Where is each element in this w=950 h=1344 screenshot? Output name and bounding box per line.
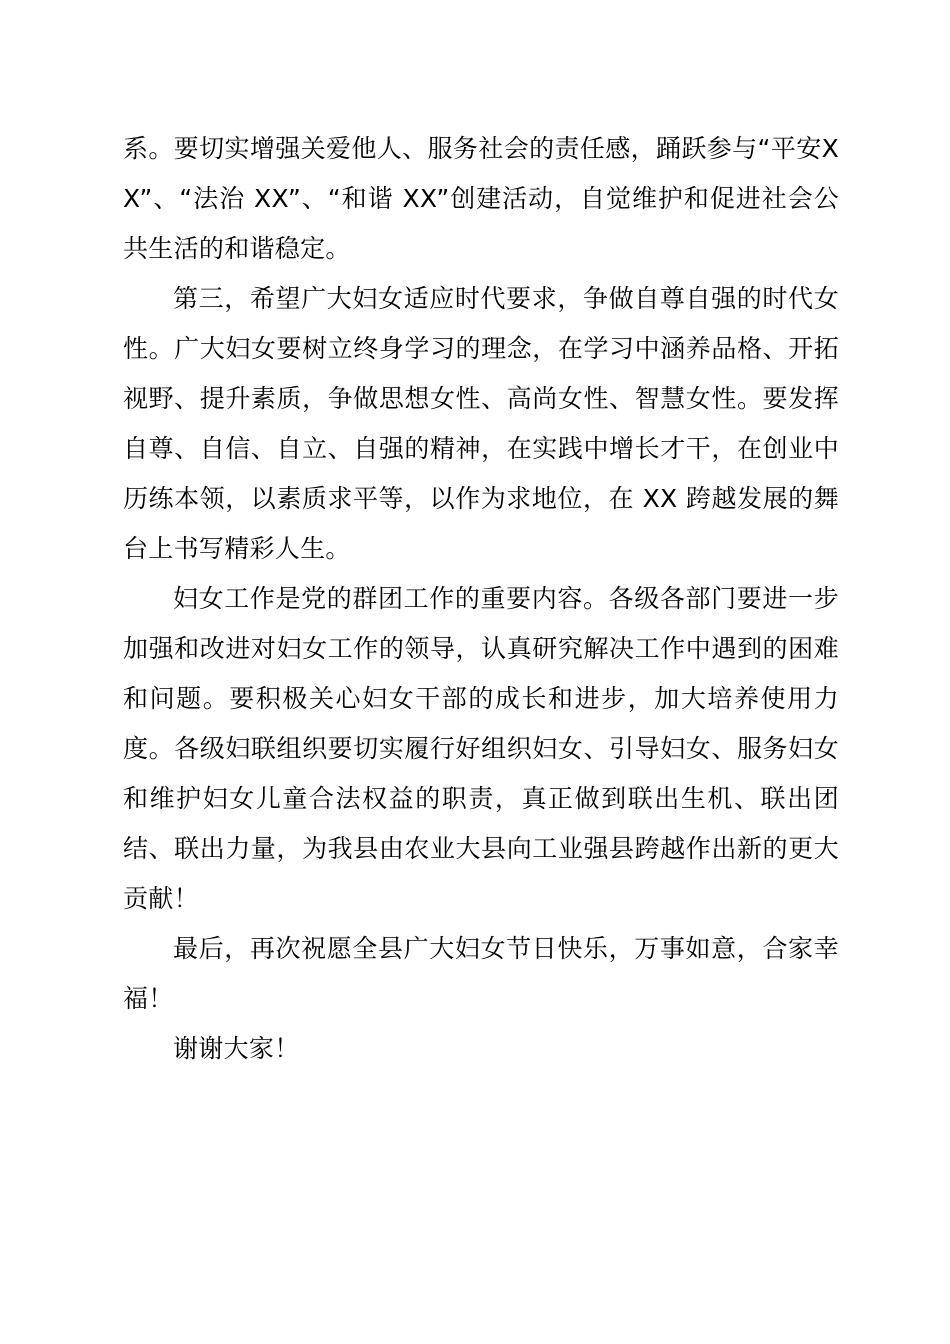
paragraph-closing-wishes: 最后，再次祝愿全县广大妇女节日快乐，万事如意，合家幸福！ — [123, 934, 839, 1013]
paragraph-thanks: 谢谢大家！ — [173, 1034, 300, 1063]
paragraph-continuation: 系。要切实增强关爱他人、服务社会的责任感，踊跃参与“平安XX”、“法治 XX”、“和谐 XX”创建活动，自觉维护和促进社会公共生活的和谐稳定。 — [123, 134, 839, 263]
document-body — [123, 124, 839, 1074]
paragraph-third-point: 第三，希望广大妇女适应时代要求，争做自尊自强的时代女性。广大妇女要树立终身学习的理念，在学习中涵养品格、开拓视野、提升素质，争做思想女性、高尚女性、智慧女性。要发挥自尊、自信、自立、自强的精神，在实践中增长才干，在创业中历练本领，以素质求平等，以作为求地位，在 XX 跨越发展的舞台上书写精彩人生。 — [123, 284, 839, 563]
paragraph-womens-work: 妇女工作是党的群团工作的重要内容。各级各部门要进一步加强和改进对妇女工作的领导，认真研究解决工作中遇到的困难和问题。要积极关心妇女干部的成长和进步，加大培养使用力度。各级妇联组织要切实履行好组织妇女、引导妇女、服务妇女和维护妇女儿童合法权益的职责，真正做到联出生机、联出团结、联出力量，为我县由农业大县向工业强县跨越作出新的更大贡献！ — [123, 584, 839, 913]
